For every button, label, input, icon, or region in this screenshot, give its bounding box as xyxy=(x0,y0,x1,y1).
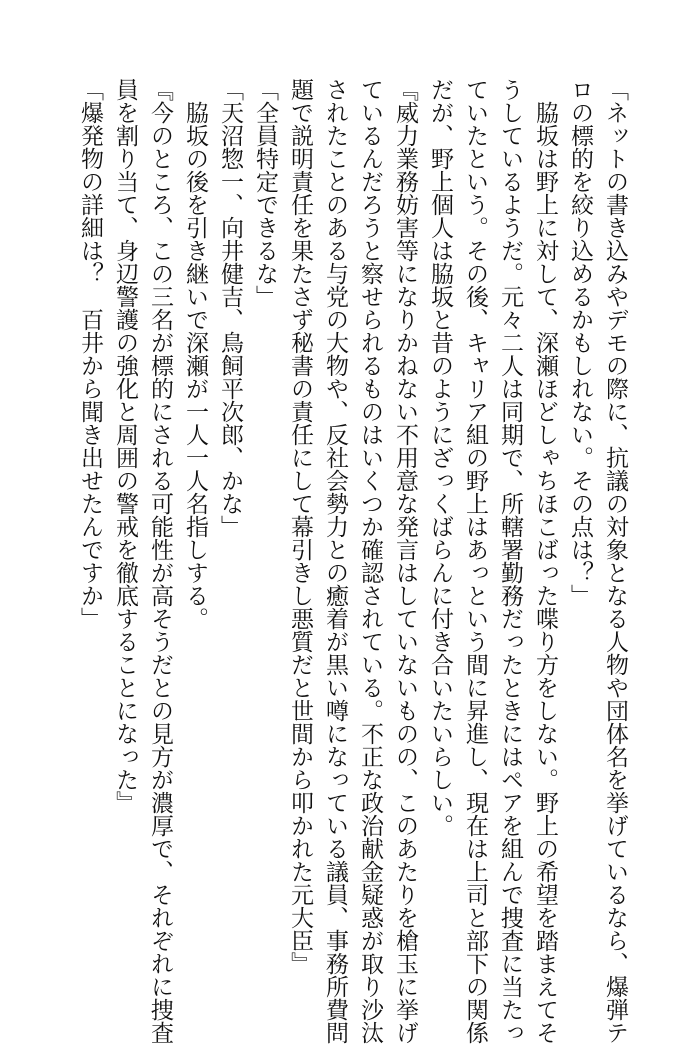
text-line-16: 「爆発物の詳細は？ 百井から聞き出せたんですか」 xyxy=(77,78,103,630)
text-line-6: だが、野上個人は脇坂と昔のようにざっくばらんに付き合いたいらしい。 xyxy=(427,78,453,837)
text-line-9: されたことのある与党の大物や、反社会勢力との癒着が黒い噂になっている議員、事務所費問 xyxy=(322,78,348,1044)
vertical-text-body xyxy=(42,78,632,1044)
text-line-1: 「ネットの書き込みやデモの際に、抗議の対象となる人物や団体名を挙げているなら、爆弾テ xyxy=(602,78,628,1044)
text-line-13: 脇坂の後を引き継いで深瀬が一人一人名指しする。 xyxy=(182,101,208,630)
text-line-8: ているんだろうと察せられるものはいくつか確認されている。不正な政治献金疑惑が取り沙汰 xyxy=(357,78,383,1044)
text-line-15: 員を割り当て、身辺警護の強化と周囲の警戒を徹底することになった』 xyxy=(112,78,138,814)
text-line-2: ロの標的を絞り込めるかもしれない。その点は？」 xyxy=(567,78,593,607)
text-line-3: 脇坂は野上に対して、深瀬ほどしゃちほこばった喋り方をしない。野上の希望を踏まえてそ xyxy=(532,101,558,1044)
text-line-11: 「全員特定できるな」 xyxy=(252,78,278,308)
text-line-5: ていたという。その後、キャリア組の野上はあっという間に昇進し、現在は上司と部下の関係 xyxy=(462,78,488,1044)
text-line-14: 『今のところ、この三名が標的にされる可能性が高そうだとの見方が濃厚で、それぞれに捜査 xyxy=(147,78,173,1044)
text-line-4: うしているようだ。元々二人は同期で、所轄署勤務だったときにはペアを組んで捜査に当たっ xyxy=(497,78,523,1044)
text-line-7: 『威力業務妨害等になりかねない不用意な発言はしていないものの、このあたりを槍玉に挙げ xyxy=(392,78,418,1044)
text-line-12: 「天沼惣一、向井健吉、鳥飼平次郎、かな」 xyxy=(217,78,243,538)
text-line-10: 題で説明責任を果たさず秘書の責任にして幕引きし悪質だと世間から叩かれた元大臣』 xyxy=(287,78,313,975)
